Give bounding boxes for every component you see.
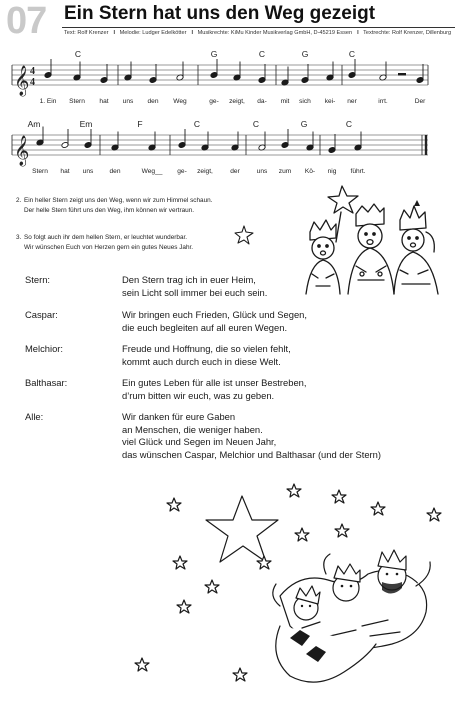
credit-melody: Melodie: Ludger Edelkötter	[119, 30, 187, 36]
staff-line-1	[12, 49, 428, 105]
speech-alle	[122, 411, 381, 461]
speaker-stern: Stern:	[25, 274, 51, 285]
lyric-syllable: ge-	[177, 168, 187, 175]
speaker-balthasar: Balthasar:	[25, 377, 68, 388]
lyric-syllable: nig	[327, 168, 337, 175]
speech-melchior	[122, 343, 291, 368]
credit-separator: I	[113, 30, 116, 36]
speech-line: das wünschen Caspar, Melchior und Balthasar (und der Stern)	[122, 448, 381, 460]
lyric-syllable: kei-	[324, 98, 336, 105]
lyric-syllable: hat	[60, 168, 70, 175]
verse-line: Ein heller Stern zeigt uns den Weg, wenn wir zum Himmel schaun.	[24, 197, 213, 204]
lyric-syllable: zum	[278, 168, 292, 175]
credit-separator: I	[357, 30, 359, 36]
staff-line-2	[12, 119, 428, 175]
verse-number: 2.	[16, 197, 22, 204]
lyric-syllable: ner	[347, 98, 357, 105]
speech-line: Wir bringen euch Frieden, Glück und Segen,	[122, 309, 307, 320]
lyric-syllable: Weg__	[141, 168, 163, 175]
song-number: 07	[6, 0, 47, 42]
chord-symbol: F	[137, 119, 143, 129]
speaker-caspar: Caspar:	[25, 309, 58, 320]
treble-clef-icon: 𝄞	[14, 136, 30, 166]
lyric-syllable: hat	[99, 98, 109, 105]
verse-line: Der helle Stern führt uns den Weg, ihm können wir vertraun.	[24, 207, 195, 214]
treble-clef-icon: 𝄞	[14, 66, 30, 96]
chord-symbol: G	[301, 49, 309, 59]
lyric-syllable: den	[109, 168, 121, 175]
lyric-syllable: mit	[280, 98, 290, 105]
speech-line: Ein gutes Leben für alle ist unser Bestreben,	[122, 377, 307, 388]
verse-3	[16, 233, 193, 253]
speech-line: kommt auch durch euch in diese Welt.	[122, 355, 281, 367]
lyric-syllable: irrt.	[378, 98, 388, 105]
lyric-syllable: Stern	[69, 98, 85, 105]
lyric-syllable: führt.	[350, 168, 366, 175]
lyric-syllable: den	[147, 98, 159, 105]
lyric-syllable: Stern	[32, 168, 48, 175]
verse-2	[16, 196, 213, 216]
speech-stern	[122, 274, 267, 299]
chord-symbol: C	[74, 49, 82, 59]
music-score	[0, 0, 463, 180]
chord-symbol: C	[348, 49, 356, 59]
chord-symbol: Am	[27, 119, 41, 129]
verse-line: So folgt auch ihr dem hellen Stern, er leuchtet wunderbar.	[24, 234, 188, 241]
chord-symbol: C	[258, 49, 266, 59]
time-signature: 4	[30, 77, 35, 88]
chord-symbol: Em	[79, 119, 93, 129]
speech-line: viel Glück und Segen im Neuen Jahr,	[122, 436, 277, 448]
speech-line: sein Licht soll immer bei euch sein.	[122, 286, 268, 298]
credit-text-rights: Textrechte: Rolf Krenzer, Dillenburg	[363, 30, 452, 36]
credit-music-rights: Musikrechte: KiMu Kinder Musikverlag GmbH, D-45219 Essen	[197, 30, 353, 36]
lyric-syllable: der	[230, 168, 240, 175]
lyric-syllable: zeigt,	[197, 168, 213, 175]
verse-number: 3.	[16, 234, 22, 241]
speech-caspar	[122, 309, 307, 334]
speech-balthasar	[122, 377, 307, 402]
rest-mark	[398, 73, 406, 76]
lyric-syllable: Der	[414, 98, 426, 105]
lyric-syllable: uns	[122, 98, 134, 105]
speaker-alle: Alle:	[25, 411, 44, 422]
speech-line: Wir danken für eure Gaben	[122, 411, 236, 422]
verse-line: Wir wünschen Euch von Herzen gern ein gutes Neues Jahr.	[24, 244, 194, 251]
lyric-syllable: 1. Ein	[39, 98, 57, 105]
lyric-syllable: zeigt,	[229, 98, 245, 105]
kings-with-star-illustration	[296, 182, 458, 300]
lyric-syllable: sich	[299, 98, 311, 105]
small-star-icon	[234, 225, 254, 245]
credit-separator: I	[191, 30, 194, 36]
flying-kings-illustration	[130, 476, 456, 702]
speech-line: Den Stern trag ich in euer Heim,	[122, 274, 256, 285]
speech-line: d’rum bitten wir euch, was zu geben.	[122, 389, 275, 401]
lyric-syllable: ge-	[209, 98, 219, 105]
credit-text: Text: Rolf Krenzer	[64, 30, 109, 36]
lyric-syllable: da-	[257, 98, 267, 105]
chord-symbol: G	[300, 119, 308, 129]
lyric-syllable: uns	[82, 168, 94, 175]
speech-line: Freude und Hoffnung, die so vielen fehlt,	[122, 343, 291, 354]
chord-symbol: C	[345, 119, 353, 129]
time-signature: 4	[30, 66, 35, 77]
lyric-syllable: uns	[256, 168, 268, 175]
song-title: Ein Stern hat uns den Weg gezeigt	[64, 3, 376, 24]
speech-line: an Menschen, die weniger haben.	[122, 423, 263, 435]
chord-symbol: G	[210, 49, 218, 59]
chord-symbol: C	[252, 119, 260, 129]
chord-symbol: C	[193, 119, 201, 129]
speaker-melchior: Melchior:	[25, 343, 64, 354]
speech-line: die euch begleiten auf all euren Wegen.	[122, 321, 288, 333]
lyric-syllable: Kö-	[304, 168, 316, 175]
lyric-syllable: Weg	[173, 98, 187, 105]
